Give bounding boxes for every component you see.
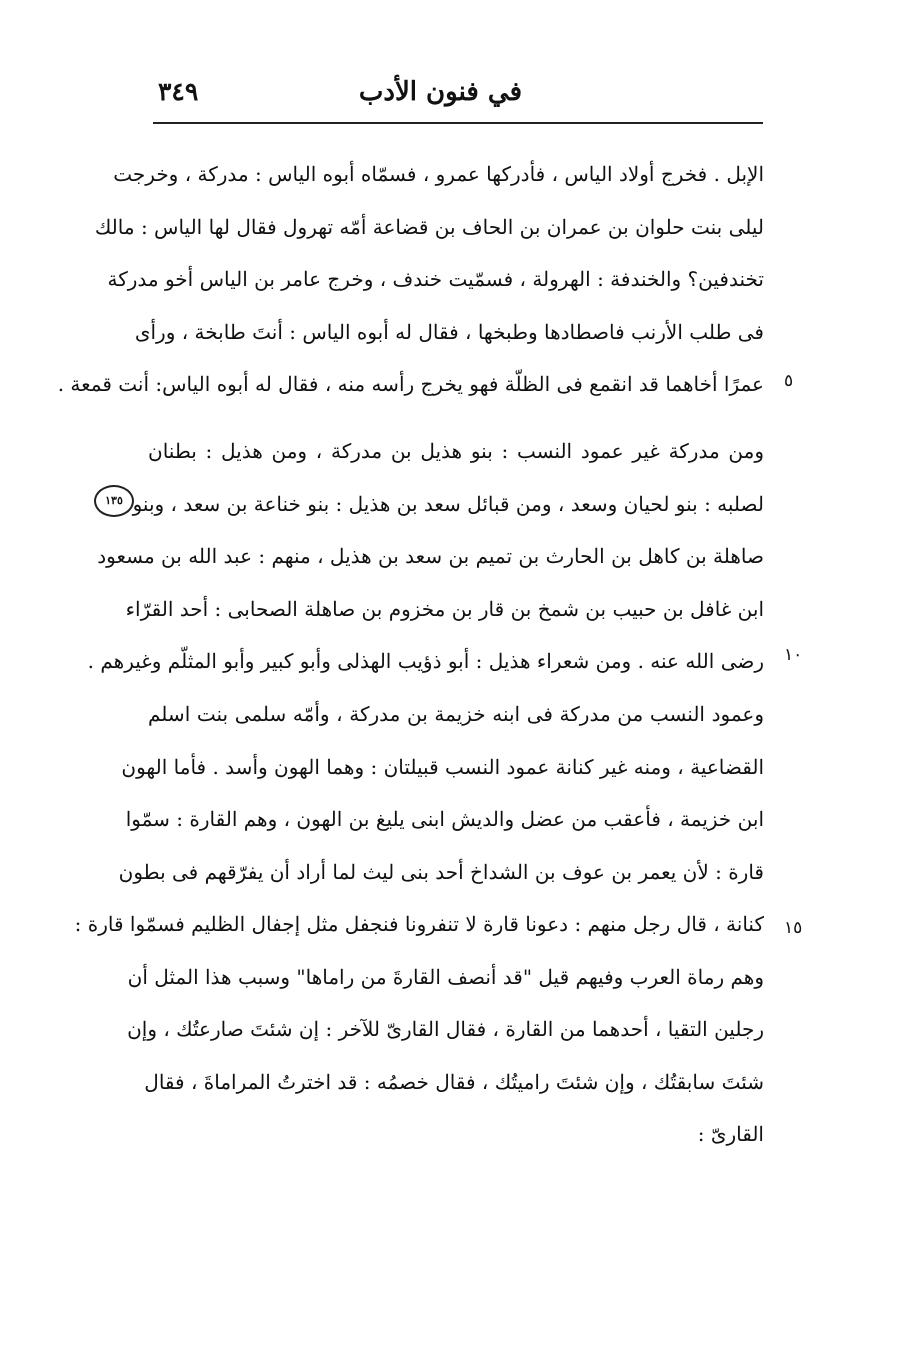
line-number-15: ١٥ <box>784 918 803 938</box>
text-line: لصلبه : بنو لحيان وسعد ، ومن قبائل سعد بن هذيل : بنو خناعة بن سعد ، وبنو <box>132 491 764 516</box>
page-number: ٣٤٩ <box>158 77 199 106</box>
paragraph-1 <box>57 148 764 411</box>
line-number-5: ٥ <box>784 371 794 391</box>
text-line: الإبل . فخرج أولاد الياس ، فأدركها عمرو ، فسمّاه أبوه الياس : مدركة ، وخرجت <box>113 162 764 186</box>
text-line: قارة : لأن يعمر بن عوف بن الشداخ أحد بنى ليث لما أراد أن يفرّقهم فى بطون <box>118 859 764 884</box>
text-line: صاهلة بن كاهل بن الحارث بن تميم بن سعد بن هذيل ، منهم : عبد الله بن مسعود <box>97 544 764 568</box>
text-line: فى طلب الأرنب فاصطادها وطبخها ، فقال له أبوه الياس : أنتَ طابخة ، ورأى <box>134 319 764 344</box>
text-line: شئتَ سابقتُك ، وإن شئتَ راميتُك ، فقال خصمُه : قد اخترتُ المراماةَ ، فقال <box>144 1069 764 1094</box>
text-line: ومن مدركة غير عمود النسب : بنو هذيل بن مدركة ، ومن هذيل : بطنان <box>148 439 764 463</box>
text-line: تخندفين؟ والخندفة : الهرولة ، فسمّيت خندف ، وخرج عامر بن الياس أخو مدركة <box>107 267 764 291</box>
text-line: عمرًا أخاهما قد انقمع فى الظلّة فهو يخرج رأسه منه ، فقال له أبوه الياس: أنت قمعة . <box>57 372 764 396</box>
running-title: في فنون الأدب <box>358 77 522 107</box>
text-line: القضاعية ، ومنه غير كنانة عمود النسب قبيلتان : وهما الهون وأسد . فأما الهون <box>121 754 764 779</box>
text-line: كنانة ، قال رجل منهم : دعونا قارة لا تنفرونا فنجفل مثل إجفال الظليم فسمّوا قارة : <box>74 912 764 936</box>
text-line: القارىّ : <box>697 1122 764 1146</box>
text-line: ابن خزيمة ، فأعقب من عضل والديش ابنى يليغ بن الهون ، وهم القارة : سمّوا <box>125 807 764 831</box>
text-line: ليلى بنت حلوان بن عمران بن الحاف بن قضاعة أمّه تهرول فقال لها الياس : مالك <box>94 214 764 239</box>
text-line: رضى الله عنه . ومن شعراء هذيل : أبو ذؤيب الهذلى وأبو كبير وأبو المثلّم وغيرهم . <box>87 649 764 673</box>
folio-seal: ١٣٥ <box>94 485 134 517</box>
running-header <box>150 74 762 114</box>
line-number-10: ١٠ <box>784 645 803 665</box>
text-line: ابن غافل بن حبيب بن شمخ بن قار بن مخزوم بن صاهلة الصحابى : أحد القرّاء <box>125 596 764 621</box>
text-line: رجلين التقيا ، أحدهما من القارة ، فقال القارىّ للآخر : إن شئتَ صارعتُك ، وإن <box>127 1017 764 1041</box>
paragraph-3 <box>74 688 764 1161</box>
header-divider <box>153 122 763 124</box>
text-line: وهم رماة العرب وفيهم قيل "قد أنصف القارةَ من راماها" وسبب هذا المثل أن <box>127 964 764 989</box>
text-line: وعمود النسب من مدركة فى ابنه خزيمة بن مدركة ، وأمّه سلمى بنت اسلم <box>148 702 764 726</box>
